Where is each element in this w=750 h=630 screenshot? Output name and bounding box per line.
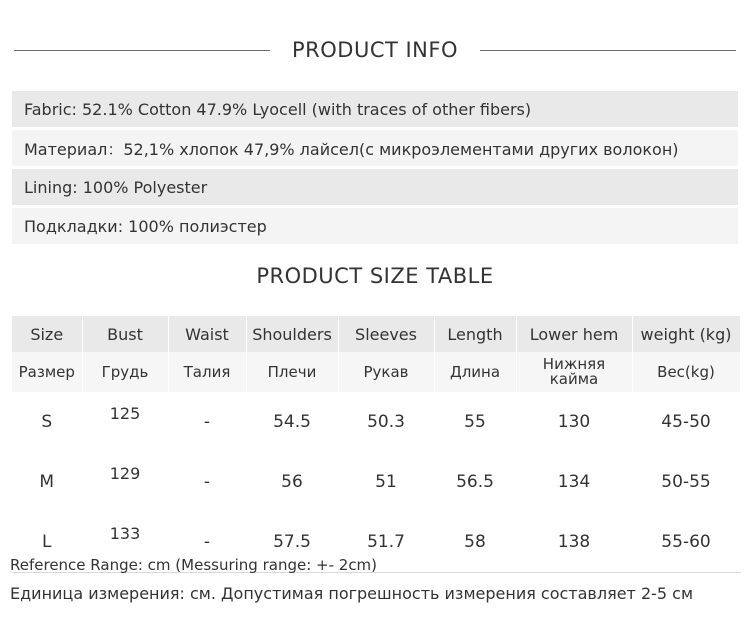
header-bust: Bust bbox=[82, 316, 168, 352]
cell-weight: 45-50 bbox=[632, 392, 740, 452]
product-info-list bbox=[12, 91, 738, 247]
cell-size: L bbox=[12, 512, 82, 573]
cell-weight: 55-60 bbox=[632, 512, 740, 573]
cell-bust: 129 bbox=[82, 452, 168, 512]
header-length: Length bbox=[434, 316, 516, 352]
reference-range-note: Reference Range: cm (Messuring range: +- 2cm) bbox=[10, 556, 378, 574]
cell-weight: 50-55 bbox=[632, 452, 740, 512]
header-bust-ru: Грудь bbox=[82, 352, 168, 392]
header-sleeves: Sleeves bbox=[338, 316, 434, 352]
cell-length: 55 bbox=[434, 392, 516, 452]
cell-lower-hem: 134 bbox=[516, 452, 632, 512]
divider-right bbox=[480, 50, 736, 51]
header-lower-hem-ru: Нижняя кайма bbox=[516, 352, 632, 392]
cell-length: 56.5 bbox=[434, 452, 516, 512]
header-shoulders-ru: Плечи bbox=[246, 352, 338, 392]
info-row-fabric-en: Fabric: 52.1% Cotton 47.9% Lyocell (with traces of other fibers) bbox=[12, 91, 738, 127]
cell-bust: 133 bbox=[82, 512, 168, 573]
cell-waist: - bbox=[168, 452, 246, 512]
cell-shoulders: 57.5 bbox=[246, 512, 338, 573]
table-row bbox=[12, 452, 740, 512]
reference-range-note-ru: Единица измерения: см. Допустимая погрешность измерения составляет 2-5 см bbox=[10, 584, 694, 603]
cell-shoulders: 54.5 bbox=[246, 392, 338, 452]
cell-lower-hem: 130 bbox=[516, 392, 632, 452]
product-info-title: PRODUCT INFO bbox=[292, 38, 459, 62]
cell-waist: - bbox=[168, 512, 246, 573]
header-size-ru: Размер bbox=[12, 352, 82, 392]
info-row-lining-en: Lining: 100% Polyester bbox=[12, 169, 738, 205]
size-table bbox=[12, 316, 741, 573]
cell-sleeves: 51 bbox=[338, 452, 434, 512]
info-row-lining-ru: Подкладки: 100% полиэстер bbox=[12, 208, 738, 244]
cell-waist: - bbox=[168, 392, 246, 452]
cell-length: 58 bbox=[434, 512, 516, 573]
cell-size: S bbox=[12, 392, 82, 452]
header-weight-ru: Вес(kg) bbox=[632, 352, 740, 392]
header-row-en bbox=[12, 316, 740, 352]
size-table-heading bbox=[14, 264, 736, 288]
cell-sleeves: 51.7 bbox=[338, 512, 434, 573]
divider-left bbox=[14, 50, 270, 51]
header-size: Size bbox=[12, 316, 82, 352]
header-sleeves-ru: Рукав bbox=[338, 352, 434, 392]
header-waist: Waist bbox=[168, 316, 246, 352]
header-row-ru bbox=[12, 352, 740, 392]
header-length-ru: Длина bbox=[434, 352, 516, 392]
cell-lower-hem: 138 bbox=[516, 512, 632, 573]
header-waist-ru: Талия bbox=[168, 352, 246, 392]
product-info-heading bbox=[14, 38, 736, 62]
cell-size: M bbox=[12, 452, 82, 512]
cell-bust: 125 bbox=[82, 392, 168, 452]
header-lower-hem: Lower hem bbox=[516, 316, 632, 352]
info-row-fabric-ru: Материал：52,1% хлопок 47,9% лайсел(с микроэлементами других волокон) bbox=[12, 130, 738, 166]
header-weight: weight (kg) bbox=[632, 316, 740, 352]
cell-shoulders: 56 bbox=[246, 452, 338, 512]
size-table-title: PRODUCT SIZE TABLE bbox=[256, 264, 494, 288]
table-row bbox=[12, 392, 740, 452]
header-shoulders: Shoulders bbox=[246, 316, 338, 352]
cell-sleeves: 50.3 bbox=[338, 392, 434, 452]
